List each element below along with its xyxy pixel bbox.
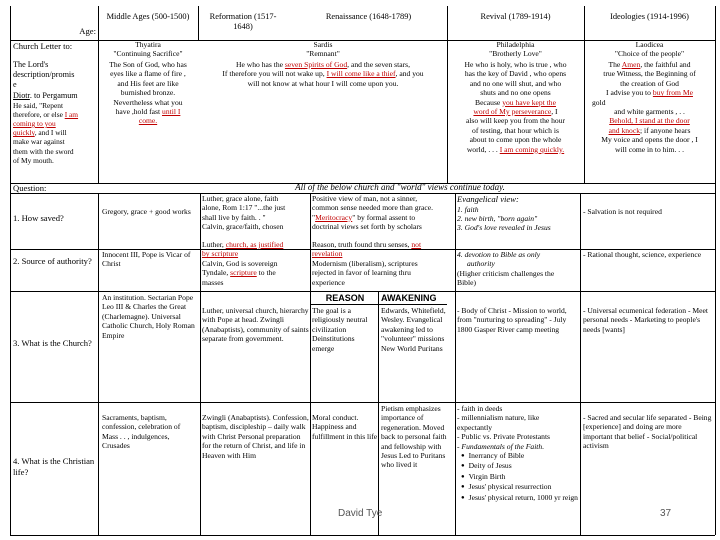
q3-middle-ages: An institution. Sectarian Pope Leo III & Charles the Great (Charlemagne). Universal Catholic Church, Holy Roman Empire xyxy=(102,293,195,340)
q3-reason: The goal is a religiously neutral civilization Deinstitutions emerge xyxy=(312,306,368,353)
q2-ideologies: - Rational thought, science, experience xyxy=(583,250,702,259)
page-number: 37 xyxy=(660,508,672,519)
grid-line xyxy=(10,6,11,535)
church-letter-label: Church Letter to: xyxy=(13,41,73,51)
grid-line xyxy=(10,402,715,403)
church-name: Thyatira xyxy=(135,40,161,49)
grid-line xyxy=(98,6,99,183)
list-item: ● Deity of Jesus xyxy=(457,461,579,471)
q4-awakening: Pietism emphasizes importance of regeneration. Moved back to personal faith and fellowship with Jesus Led to Puritans who lived it xyxy=(381,404,447,470)
q4-reason: Moral conduct. Happiness and fulfillment in this life xyxy=(312,413,378,441)
column-header-revival: Revival (1789-1914) xyxy=(480,12,551,21)
q3-ideologies: - Universal ecumenical federation - Meet personal needs - Marketing to people's needs [wants] xyxy=(583,306,709,334)
q3-awakening: Edwards, Whitefield, Wesley. Evangelical awakening led to "volunteer" missions New World Puritans xyxy=(381,306,446,353)
q2-renaissance: Reason, truth found thru senses, not revelation Modernism (liberalism), scriptures rejected in favor of learning thru experience xyxy=(312,240,422,287)
column-header-renaissance: Renaissance (1648-1789) xyxy=(325,12,412,21)
q4-reformation: Zwingli (Anabaptists). Confession, baptism, discipleship – daily walk with Christ Personal preparation for the return of Christ, and life in Heaven with Him xyxy=(202,413,309,460)
church-meaning: "Brotherly Love" xyxy=(489,49,542,59)
church-name: Sardis xyxy=(313,40,333,49)
grid-line xyxy=(447,6,448,183)
grid-line xyxy=(98,193,99,535)
question-3-label: 3. What is the Church? xyxy=(13,338,92,348)
q1-renaissance: Positive view of man, not a sinner, common sense needed more than grace. "Meritocracy" by formal assent to doctrinal views set forth by scholars xyxy=(312,194,434,232)
q1-reformation: Luther, grace alone, faith alone, Rom 1:17 "...the just shall live by faith. . " Calvin, grace/faith, chosen xyxy=(202,194,286,232)
q2-middle-ages: Innocent III, Pope is Vicar of Christ xyxy=(102,250,191,269)
question-label: Question: xyxy=(13,183,47,193)
q1-revival: Evangelical view: 1. faith 2. new birth, "born again" 3. God's love revealed in Jesus xyxy=(457,194,579,233)
q1-ideologies: - Salvation is not required xyxy=(583,207,662,216)
lord-description-label: The Lord's description/promis e Diotr. to Pergamum He said, "Repent therefore, or else I am coming to you quickly, and I will make war against them with the sword of My mouth. xyxy=(13,60,79,165)
awakening-heading: AWAKENING xyxy=(381,293,437,303)
list-item: ● Inerrancy of Bible xyxy=(457,451,579,461)
q4-middle-ages: Sacraments, baptism, confession, celebration of Mass . . , indulgences, Crusades xyxy=(102,413,181,451)
q3-reformation: Luther, universal church, hierarchy with Pope at head. Zwingli (Anabaptists), community of saints separate from government. xyxy=(202,306,309,344)
grid-line xyxy=(455,193,456,535)
church-thyatira xyxy=(100,40,196,59)
thyatira-description: The Son of God, who has eyes like a flame of fire , and His feet are like burnished bronze. Nevertheless what you have ,hold fast until I come. xyxy=(109,60,187,126)
grid-line xyxy=(310,193,311,535)
grid-line xyxy=(10,535,715,536)
evangelical-view-heading: Evangelical view: xyxy=(457,194,519,204)
grid-line xyxy=(584,6,585,183)
age-label: Age: xyxy=(79,26,96,36)
author-footer: David Tye xyxy=(338,508,383,519)
list-item: ● Jesus' physical resurrection xyxy=(457,482,579,492)
church-name: Laodicea xyxy=(635,40,664,49)
list-item: ● Virgin Birth xyxy=(457,472,579,482)
grid-line xyxy=(715,6,716,535)
laodicea-description: The Amen, the faithful and true Witness, the Beginning of the creation of God I advise you to buy from Me gold and white garments , . . Behold, I stand at the door and knock; if anyone hears My voice and opens the door , I will come in to him. . . xyxy=(592,60,698,154)
list-item: ● Jesus' physical return, 1000 yr reign xyxy=(457,493,579,503)
church-name: Philadelphia xyxy=(496,40,535,49)
q2-revival: 4. devotion to Bible as only authority (Higher criticism challenges the Bible) xyxy=(457,250,555,288)
q1-middle-ages: Gregory, grace + good works xyxy=(102,207,191,216)
church-meaning: "Choice of the people" xyxy=(614,49,685,59)
q3-revival: - Body of Christ - Mission to world, from "nurturing to spreading" - July 1800 Gasper River camp meeting xyxy=(457,306,567,334)
grid-line xyxy=(10,291,715,292)
question-4-label: 4. What is the Christian life? xyxy=(13,456,95,477)
q4-revival: - faith in deeds - millennialism nature, like expectantly - Public vs. Private Protestants - Fundamentals of the Faith. ● Inerrancy of Bible ● Deity of Jesus ● Virgin Birth ● Jesus' physical resurrection ● Jesus' physical return, 1000 yr reign xyxy=(457,404,579,503)
q2-reformation: Luther, church, as justified by scripture Calvin, God is sovereign Tyndale, scripture to the masses xyxy=(202,240,284,287)
church-sardis xyxy=(200,40,446,59)
banner: All of the below church and "world" views continue today. xyxy=(295,182,505,192)
column-header-reformation: Reformation (1517-1648) xyxy=(209,12,277,31)
question-1-label: 1. How saved? xyxy=(13,213,64,223)
question-2-label: 2. Source of authority? xyxy=(13,256,92,266)
church-philadelphia xyxy=(449,40,582,59)
grid-line xyxy=(200,193,201,535)
column-header-middle-ages: Middle Ages (500-1500) xyxy=(106,12,190,21)
church-laodicea xyxy=(586,40,713,59)
grid-line xyxy=(580,193,581,535)
column-header-ideologies: Ideologies (1914-1996) xyxy=(610,12,689,21)
church-meaning: "Remnant" xyxy=(306,49,340,59)
q4-ideologies: - Sacred and secular life separated - Being [experience] and doing are more important that belief - Social/political activism xyxy=(583,413,712,451)
grid-line xyxy=(198,6,199,40)
sardis-description: He who has the seven Spirits of God, and the seven stars, If therefore you will not wake up, I will come like a thief, and you will not know at what hour I will come upon you. xyxy=(222,60,424,88)
reason-heading: REASON xyxy=(325,293,365,303)
grid-line xyxy=(378,291,379,535)
philadelphia-description: He who is holy, who is true , who has the key of David , who opens and no one will shut, and who shuts and no one opens Because you have kept the word of My perseverance, I also will keep you from the hour of testing, that hour which is about to come upon the whole world, . . . I am coming quickly. xyxy=(464,60,567,154)
church-meaning: "Continuing Sacrifice" xyxy=(113,49,183,59)
